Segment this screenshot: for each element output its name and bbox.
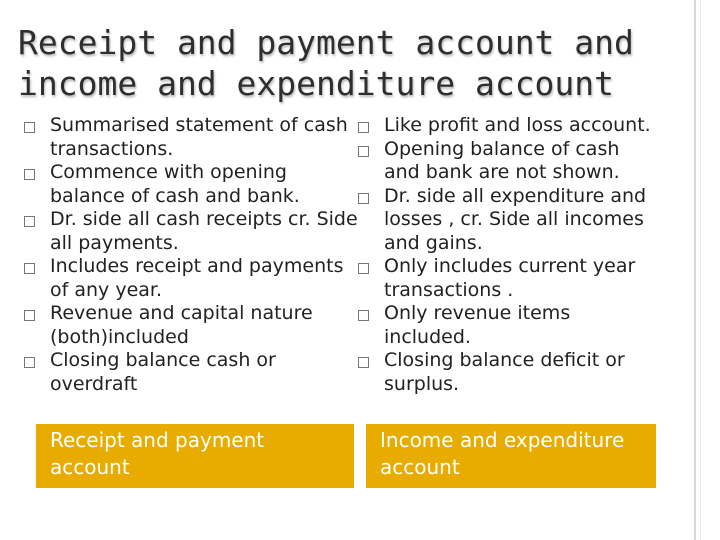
income-expenditure-label: Income and expenditure account (366, 424, 656, 488)
income-expenditure-column (356, 114, 656, 396)
receipt-payment-column (22, 114, 358, 396)
list-item-text: Revenue and capital nature (both)included (50, 302, 313, 348)
square-bullet-icon (358, 357, 369, 368)
square-bullet-icon (358, 122, 369, 133)
receipt-payment-label: Receipt and payment account (36, 424, 354, 488)
list-item (356, 138, 656, 185)
list-item (356, 349, 656, 396)
list-item (22, 349, 358, 396)
list-item-text: Includes receipt and payments of any year. (50, 255, 344, 301)
list-item-text: Opening balance of cash and bank are not shown. (384, 137, 620, 183)
square-bullet-icon (24, 122, 35, 133)
square-bullet-icon (358, 310, 369, 321)
list-item-text: Closing balance deficit or surplus. (384, 349, 625, 395)
square-bullet-icon (358, 193, 369, 204)
list-item-text: Dr. side all cash receipts cr. Side all payments. (50, 208, 358, 254)
list-item (22, 302, 358, 349)
slide-title: Receipt and payment account and income and expenditure account (18, 23, 634, 103)
square-bullet-icon (24, 169, 35, 180)
list-item (356, 114, 656, 138)
square-bullet-icon (358, 146, 369, 157)
list-item (22, 208, 358, 255)
income-expenditure-list (356, 114, 656, 396)
list-item (22, 161, 358, 208)
square-bullet-icon (24, 216, 35, 227)
square-bullet-icon (24, 357, 35, 368)
list-item-text: Only includes current year transactions . (384, 255, 636, 301)
square-bullet-icon (358, 263, 369, 274)
list-item (356, 185, 656, 256)
slide-border-line-secondary (700, 0, 701, 540)
list-item-text: Summarised statement of cash transactions. (50, 114, 348, 160)
list-item-text: Dr. side all expenditure and losses , cr. Side all incomes and gains. (384, 184, 647, 254)
receipt-payment-list (22, 114, 358, 396)
list-item (356, 255, 656, 302)
square-bullet-icon (24, 263, 35, 274)
slide-border-line (694, 0, 696, 540)
square-bullet-icon (24, 310, 35, 321)
list-item-text: Only revenue items included. (384, 302, 571, 348)
list-item-text: Closing balance cash or overdraft (50, 349, 276, 395)
list-item (22, 255, 358, 302)
list-item-text: Like profit and loss account. (384, 114, 651, 136)
list-item (22, 114, 358, 161)
list-item (356, 302, 656, 349)
list-item-text: Commence with opening balance of cash and bank. (50, 161, 300, 207)
